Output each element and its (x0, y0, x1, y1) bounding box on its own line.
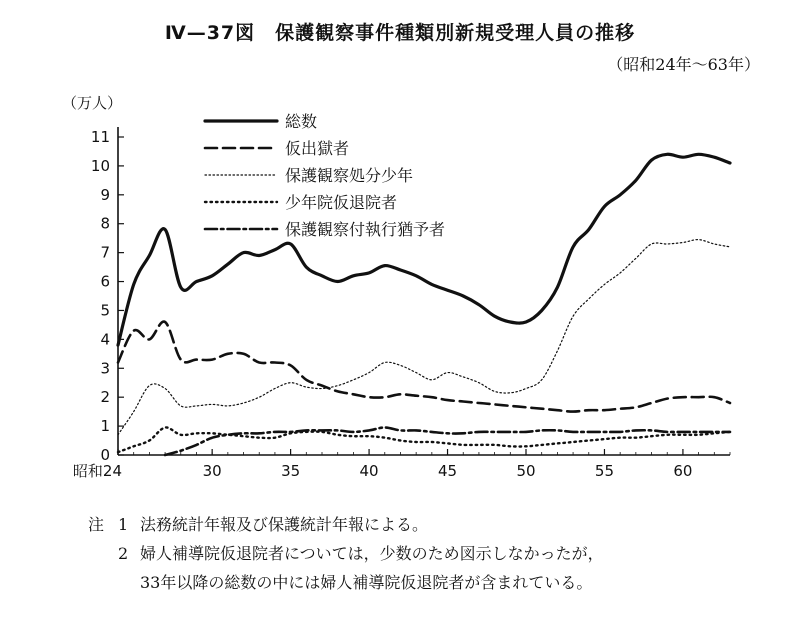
y-tick-label: 5 (100, 301, 110, 320)
y-axis-unit-label: （万人） (62, 94, 123, 112)
series-line-3 (118, 240, 730, 435)
y-tick-label: 8 (100, 214, 110, 233)
y-tick-label: 6 (100, 272, 110, 291)
legend-label-4: 少年院仮退院者 (285, 193, 398, 212)
y-tick-label: 10 (90, 156, 110, 175)
y-tick-label: 7 (100, 243, 110, 262)
note-text: 33年以降の総数の中には婦人補導院仮退院者が含まれている。 (140, 573, 593, 592)
legend-label-1: 総数 (285, 112, 318, 131)
note-row-1 (88, 510, 604, 539)
y-tick-label: 0 (100, 446, 110, 464)
y-tick-label: 2 (100, 388, 110, 407)
note-number (118, 568, 140, 597)
legend-label-2: 仮出獄者 (285, 139, 350, 158)
y-tick-label: 4 (100, 330, 110, 349)
y-tick-label: 3 (100, 359, 110, 378)
y-tick-label: 1 (100, 417, 110, 436)
note-number: 1 (118, 515, 129, 534)
x-tick-label: 昭和24 (72, 462, 122, 480)
x-tick-label: 50 (516, 462, 536, 480)
note-text: 法務統計年報及び保護統計年報による。 (140, 515, 429, 534)
x-tick-label: 40 (359, 462, 379, 480)
series-line-2 (118, 322, 730, 412)
notes-block (88, 510, 604, 597)
page-subtitle: （昭和24年〜63年） (607, 55, 760, 74)
y-tick-label: 11 (90, 128, 110, 146)
y-tick-label: 9 (100, 185, 110, 204)
legend-label-3: 保護観察処分少年 (285, 166, 414, 185)
series-line-1 (118, 154, 730, 345)
x-tick-label: 30 (202, 462, 222, 480)
legend-label-5: 保護観察付執行猶予者 (285, 220, 446, 239)
chart-legend (205, 112, 445, 239)
x-tick-label: 60 (673, 462, 693, 480)
note-row-3 (88, 568, 604, 597)
x-tick-label: 45 (437, 462, 458, 480)
note-number: 2 (118, 544, 129, 563)
note-row-2 (88, 539, 604, 568)
page-title: Ⅳ—37図 保護観察事件種類別新規受理人員の推移 (164, 22, 636, 44)
x-tick-label: 55 (594, 462, 615, 480)
x-tick-label: 35 (281, 462, 301, 480)
notes-head: 注 (88, 515, 105, 534)
chart-series-lines (118, 154, 730, 455)
note-text: 婦人補導院仮退院者については，少数のため図示しなかったが， (140, 544, 604, 563)
